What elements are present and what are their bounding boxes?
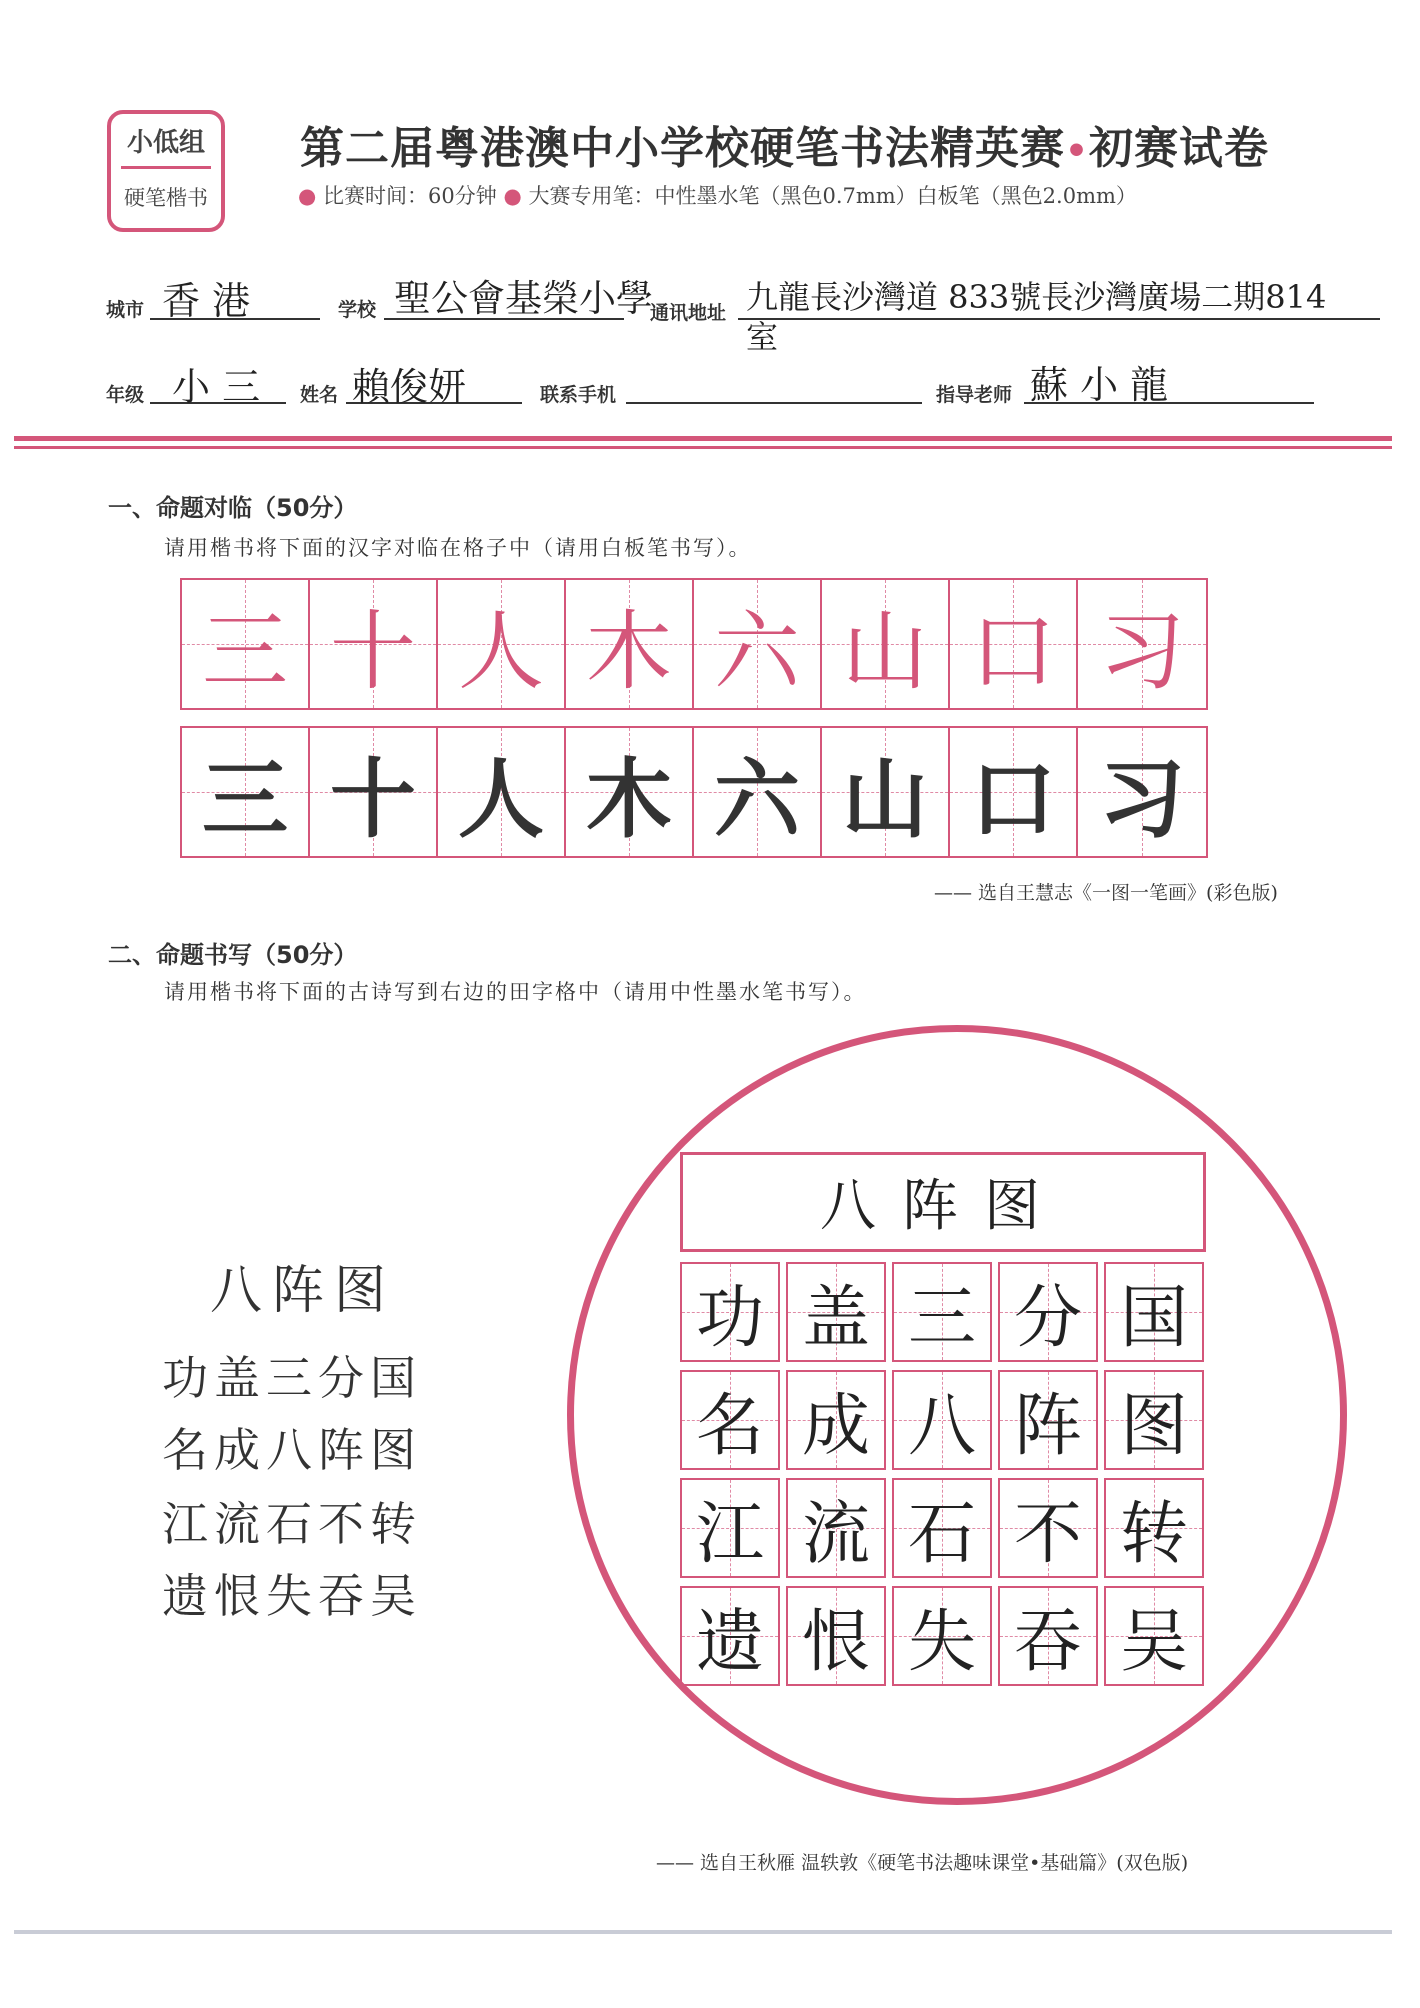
written-char: 盖 — [801, 1278, 870, 1358]
city-label: 城市 — [106, 299, 145, 321]
written-char: 江 — [695, 1494, 764, 1574]
model-cell — [182, 580, 310, 708]
bullet-icon: ● — [503, 184, 522, 208]
grid-row — [680, 1478, 1210, 1578]
grid-cell[interactable] — [1104, 1262, 1204, 1362]
school-value: 聖公會基榮小學 — [394, 277, 653, 320]
group-badge — [107, 110, 225, 232]
grid-cell[interactable] — [998, 1370, 1098, 1470]
written-char: 恨 — [801, 1602, 870, 1682]
school-label: 学校 — [338, 299, 377, 321]
written-char: 图 — [1119, 1386, 1188, 1466]
grid-cell[interactable] — [786, 1478, 886, 1578]
grid-cell[interactable] — [1104, 1478, 1204, 1578]
written-char: 转 — [1119, 1494, 1188, 1574]
exam-time: 比赛时间：60分钟 — [323, 184, 497, 208]
name-value: 賴俊妍 — [352, 365, 467, 409]
grid-cell[interactable] — [680, 1370, 780, 1470]
grid-cell[interactable] — [1104, 1586, 1204, 1686]
address-value-line1: 九龍長沙灣道 833號長沙灣廣場二期814 — [746, 278, 1327, 316]
poem-writing-grid[interactable] — [680, 1262, 1210, 1694]
written-char: 成 — [801, 1386, 870, 1466]
written-char: 石 — [907, 1494, 976, 1574]
section2-instruction: 请用楷书将下面的古诗写到右边的田字格中（请用中性墨水笔书写）。 — [164, 980, 867, 1004]
written-char: 功 — [695, 1278, 764, 1358]
written-char: 八 — [907, 1386, 976, 1466]
grid-cell[interactable] — [892, 1262, 992, 1362]
written-char: 山 — [842, 749, 928, 850]
written-char: 习 — [1099, 749, 1185, 850]
model-char: 木 — [586, 602, 672, 702]
title-main: 第二届粤港澳中小学校硬笔书法精英赛 — [300, 123, 1065, 174]
teacher-value: 蘇 小 龍 — [1030, 363, 1169, 407]
title-tail: 初赛试卷 — [1089, 123, 1270, 174]
written-char: 遗 — [695, 1602, 764, 1682]
poem-line: 遗恨失吞吴 — [162, 1569, 422, 1623]
grid-cell[interactable] — [998, 1586, 1098, 1686]
written-char: 吞 — [1013, 1602, 1082, 1682]
badge-category-label: 硬笔楷书 — [124, 186, 208, 210]
poem-line: 名成八阵图 — [162, 1423, 422, 1477]
model-grid — [180, 578, 1208, 710]
written-char: 三 — [202, 749, 288, 850]
writing-cell[interactable] — [566, 728, 694, 856]
writing-cell[interactable] — [694, 728, 822, 856]
model-char: 六 — [714, 602, 800, 702]
written-char: 木 — [586, 749, 672, 850]
phone-field[interactable] — [626, 368, 922, 404]
grid-cell[interactable] — [998, 1262, 1098, 1362]
badge-group-label: 小低组 — [126, 128, 205, 158]
poem-line: 江流石不转 — [162, 1497, 422, 1551]
grid-cell[interactable] — [998, 1478, 1098, 1578]
writing-cell[interactable] — [950, 728, 1078, 856]
writing-cell[interactable] — [822, 728, 950, 856]
grid-cell[interactable] — [892, 1370, 992, 1470]
section1-source: —— 选自王慧志《一图一笔画》(彩色版) — [934, 882, 1278, 904]
model-char: 习 — [1099, 602, 1185, 702]
written-char: 人 — [458, 749, 544, 850]
writing-cell[interactable] — [310, 728, 438, 856]
grid-row — [680, 1586, 1210, 1686]
written-char: 三 — [907, 1278, 976, 1358]
grid-row — [680, 1262, 1210, 1362]
teacher-label: 指导老师 — [936, 384, 1013, 406]
model-cell — [566, 580, 694, 708]
grid-cell[interactable] — [680, 1262, 780, 1362]
written-char: 国 — [1119, 1278, 1188, 1358]
title-dot: • — [1065, 131, 1090, 172]
grade-value: 小 三 — [172, 365, 261, 409]
section1-instruction: 请用楷书将下面的汉字对临在格子中（请用白板笔书写）。 — [164, 536, 752, 560]
model-cell — [694, 580, 822, 708]
model-char: 人 — [458, 602, 544, 702]
written-char: 口 — [970, 749, 1056, 850]
written-char: 吴 — [1119, 1602, 1188, 1682]
written-title-box[interactable] — [680, 1152, 1206, 1252]
written-char: 不 — [1013, 1494, 1082, 1574]
section2-source: —— 选自王秋雁 温轶敦《硬笔书法趣味课堂•基础篇》(双色版) — [656, 1852, 1189, 1874]
written-char: 十 — [330, 749, 416, 850]
grid-cell[interactable] — [786, 1586, 886, 1686]
exam-info — [298, 180, 1137, 210]
model-cell — [950, 580, 1078, 708]
grid-cell[interactable] — [892, 1478, 992, 1578]
poem-line: 功盖三分国 — [162, 1351, 422, 1405]
writing-grid[interactable] — [180, 726, 1208, 858]
written-title: 八阵图 — [820, 1174, 1066, 1239]
badge-divider — [121, 166, 211, 169]
model-char: 十 — [330, 602, 416, 702]
poem-title: 八阵图 — [210, 1261, 397, 1321]
name-label: 姓名 — [300, 384, 339, 406]
address-value-line2: 室 — [746, 318, 779, 356]
grid-cell[interactable] — [786, 1262, 886, 1362]
header-divider-thin — [14, 446, 1392, 449]
written-char: 阵 — [1013, 1386, 1082, 1466]
writing-cell[interactable] — [1078, 728, 1206, 856]
grid-cell[interactable] — [1104, 1370, 1204, 1470]
written-char: 流 — [801, 1494, 870, 1574]
grade-label: 年级 — [106, 384, 145, 406]
model-cell — [438, 580, 566, 708]
written-char: 分 — [1013, 1278, 1082, 1358]
footer-divider — [14, 1930, 1392, 1934]
grid-cell[interactable] — [680, 1478, 780, 1578]
model-cell — [310, 580, 438, 708]
address-label: 通讯地址 — [650, 302, 727, 324]
model-char: 口 — [970, 602, 1056, 702]
model-char: 三 — [202, 602, 288, 702]
model-char: 山 — [842, 602, 928, 702]
model-cell — [822, 580, 950, 708]
writing-cell[interactable] — [438, 728, 566, 856]
city-value: 香 港 — [162, 279, 251, 323]
grid-row — [680, 1370, 1210, 1470]
grid-cell[interactable] — [680, 1586, 780, 1686]
grid-cell[interactable] — [892, 1586, 992, 1686]
page-title — [300, 112, 1269, 176]
model-cell — [1078, 580, 1206, 708]
written-char: 六 — [714, 749, 800, 850]
section1-heading: 一、命题对临（50分） — [108, 494, 358, 522]
phone-label: 联系手机 — [540, 384, 617, 406]
grid-cell[interactable] — [786, 1370, 886, 1470]
header-divider — [14, 436, 1392, 441]
written-char: 失 — [907, 1602, 976, 1682]
writing-cell[interactable] — [182, 728, 310, 856]
section2-heading: 二、命题书写（50分） — [108, 941, 358, 969]
written-char: 名 — [695, 1386, 764, 1466]
exam-pen: 大赛专用笔：中性墨水笔（黑色0.7mm）白板笔（黑色2.0mm） — [528, 184, 1137, 208]
bullet-icon: ● — [298, 184, 317, 208]
